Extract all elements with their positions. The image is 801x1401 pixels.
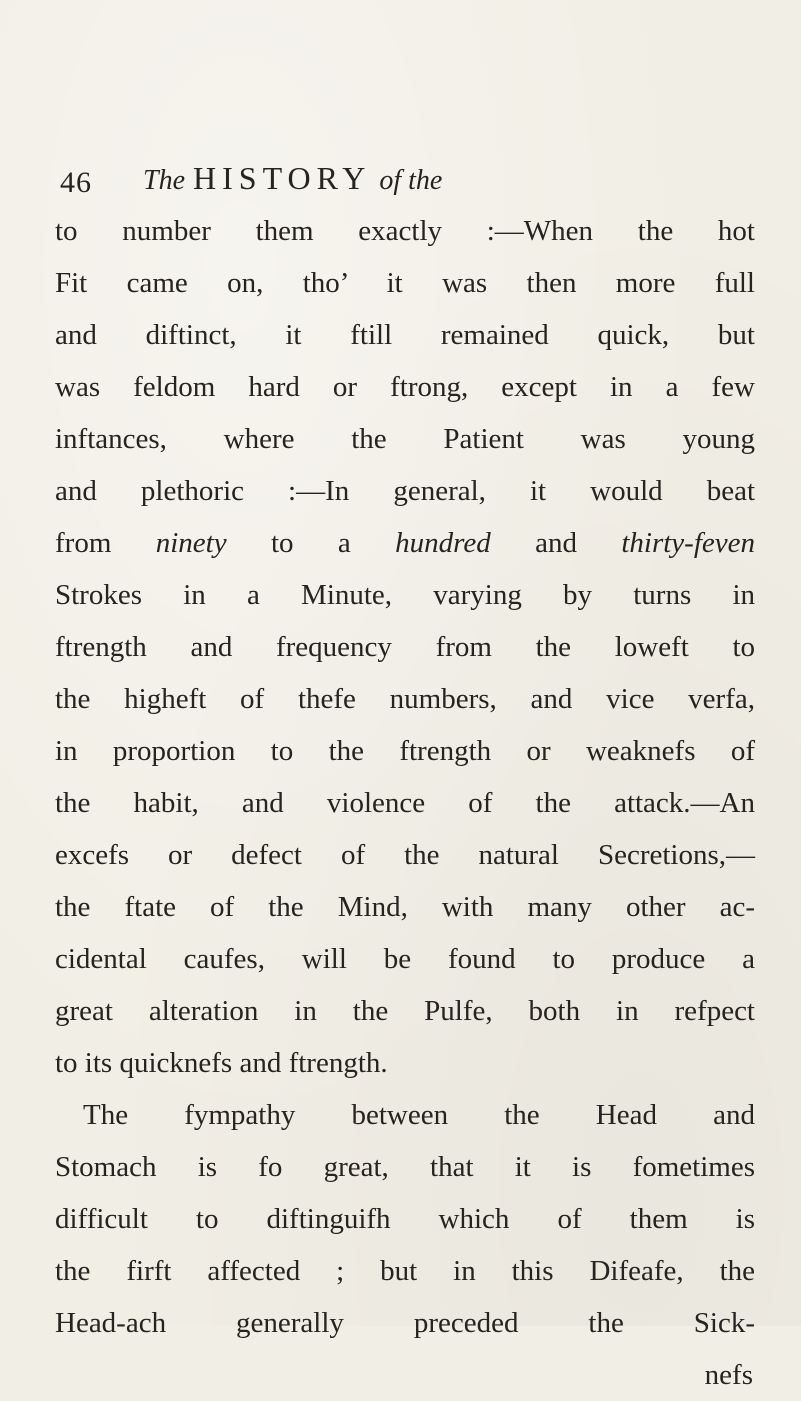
text-line: inftances, where the Patient was young xyxy=(55,423,755,455)
text-line: cidental caufes, will be found to produce a xyxy=(55,943,755,975)
body-text xyxy=(55,205,755,1401)
catchword: nefs xyxy=(704,1359,753,1391)
italic-word: hundred xyxy=(395,527,491,559)
text-line: to its quicknefs and ftrength. xyxy=(55,1047,388,1079)
text-line: in proportion to the ftrength or weaknefs of xyxy=(55,735,755,767)
text-line: the higheft of thefe numbers, and vice verfa, xyxy=(55,683,755,715)
text-line: the firft affected ; but in this Difeafe, the xyxy=(55,1255,755,1287)
text-line: Strokes in a Minute, varying by turns in xyxy=(55,579,755,611)
text-line: the ftate of the Mind, with many other ac- xyxy=(55,891,755,923)
paragraph-start: The fympathy between the Head and xyxy=(83,1099,755,1131)
running-head-lead: The xyxy=(143,165,185,196)
page-number: 46 xyxy=(60,166,92,199)
text-line: Stomach is fo great, that it is fometimes xyxy=(55,1151,755,1183)
text-line: was feldom hard or ftrong, except in a few xyxy=(55,371,755,403)
running-head-main: HISTORY xyxy=(193,160,372,196)
text-line: and plethoric :—In general, it would beat xyxy=(55,475,755,507)
italic-word: ninety xyxy=(155,527,227,559)
running-head xyxy=(143,160,442,197)
text-line: Head-ach generally preceded the Sick- xyxy=(55,1307,755,1339)
italic-word: thirty-feven xyxy=(621,527,756,559)
text-line: difficult to diftinguifh which of them is xyxy=(55,1203,755,1235)
text-line: and diftinct, it ftill remained quick, but xyxy=(55,319,755,351)
text-line: to number them exactly :—When the hot xyxy=(55,215,755,247)
page-header xyxy=(60,160,740,200)
running-head-tail: of the xyxy=(379,165,443,196)
text-line: Fit came on, tho’ it was then more full xyxy=(55,267,755,299)
text-line: the habit, and violence of the attack.—An xyxy=(55,787,755,819)
text-line: ftrength and frequency from the loweft to xyxy=(55,631,755,663)
text-line: great alteration in the Pulfe, both in refpect xyxy=(55,995,755,1027)
text-line: excefs or defect of the natural Secretions,— xyxy=(55,839,755,871)
text-line-italic-numbers: from ninety to a hundred and thirty-feven xyxy=(55,527,756,559)
